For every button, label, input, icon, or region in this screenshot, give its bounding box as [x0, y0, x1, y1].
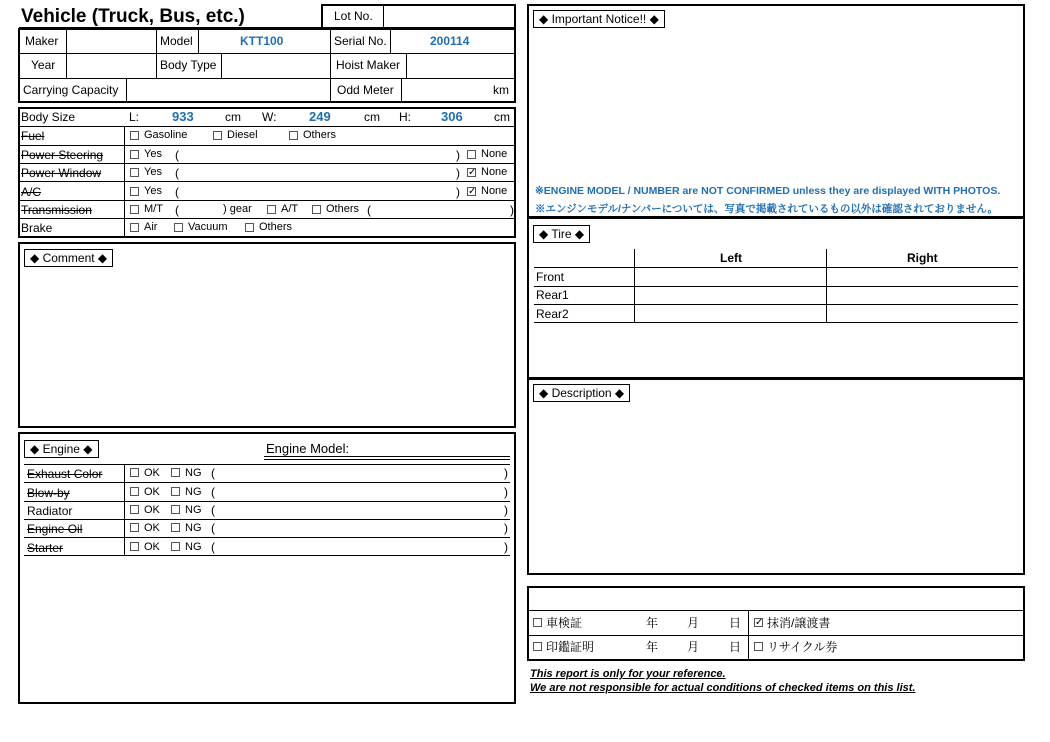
paren-open: ( [211, 521, 215, 535]
lot-label: Lot No. [334, 9, 373, 23]
transmission-mt-label: M/T [144, 203, 163, 215]
brake-vacuum-label: Vacuum [188, 221, 228, 233]
notice-line-en: ※ENGINE MODEL / NUMBER are NOT CONFIRMED unless they are displayed WITH PHOTOS. [535, 185, 1001, 197]
engine-model-label: Engine Model: [266, 441, 350, 456]
paren-close: ) [510, 203, 514, 217]
notice-line-ja: ※エンジンモデル/ナンバーについては、写真で掲載されているもの以外は確認されておりません。 [535, 203, 999, 215]
tire-row-rear1: Rear1 [536, 288, 569, 302]
power-steering-yes-checkbox[interactable] [130, 150, 139, 159]
transmission-mt-checkbox[interactable] [130, 205, 139, 214]
ac-yes-checkbox[interactable] [130, 187, 139, 196]
tire-box [527, 217, 1025, 379]
power-window-yes-checkbox[interactable] [130, 168, 139, 177]
inkan-label: 印鑑証明 [546, 640, 595, 654]
power-steering-none-checkbox[interactable] [467, 150, 476, 159]
odd-meter-unit: km [493, 83, 509, 97]
paren-open: ( [211, 466, 215, 480]
odd-meter-label: Odd Meter [337, 83, 394, 97]
fuel-others-label: Others [303, 129, 337, 141]
disclaimer-line2: We are not responsible for actual conditions of checked items on this list. [530, 682, 916, 694]
brake-others-label: Others [259, 221, 293, 233]
engine-ng-checkbox[interactable] [171, 487, 180, 496]
inkan-checkbox[interactable] [533, 642, 542, 651]
tire-row-front: Front [536, 270, 565, 284]
notice-tag: ◆ Important Notice!! ◆ [533, 10, 665, 28]
disclaimer-line1: This report is only for your reference. [530, 668, 726, 680]
brake-air-checkbox[interactable] [130, 223, 139, 232]
engine-ok-checkbox[interactable] [130, 523, 139, 532]
brake-label: Brake [21, 221, 53, 235]
tire-tag: ◆ Tire ◆ [533, 225, 590, 243]
transmission-others-label: Others [326, 203, 360, 215]
engine-ng-checkbox[interactable] [171, 468, 180, 477]
brake-air-label: Air [144, 221, 158, 233]
shaken-label: 車検証 [546, 616, 583, 630]
description-box[interactable] [527, 378, 1025, 575]
body-length-label: L: [129, 110, 140, 124]
engine-ok-checkbox[interactable] [130, 505, 139, 514]
description-tag: ◆ Description ◆ [533, 384, 630, 402]
power-window-none-label: None [481, 166, 508, 178]
body-height-unit: cm [494, 110, 510, 124]
engine-ok-checkbox[interactable] [130, 468, 139, 477]
paren-close: ) [504, 466, 508, 480]
body-height-label: H: [399, 110, 411, 124]
paren-close: ) [504, 503, 508, 517]
tire-row-rear2: Rear2 [536, 307, 569, 321]
inkan-month: 月 [687, 640, 700, 654]
fuel-others-checkbox[interactable] [289, 131, 298, 140]
engine-row-label: Engine Oil [27, 522, 83, 536]
engine-row-label: Starter [27, 541, 64, 555]
shaken-checkbox[interactable] [533, 618, 542, 627]
engine-tag: ◆ Engine ◆ [24, 440, 99, 458]
notice-tag-label: Important Notice!! [551, 12, 647, 26]
body-width-label: W: [262, 110, 277, 124]
tire-col-left: Left [720, 251, 742, 265]
paren-open: ( [211, 540, 215, 554]
paren-open: ( [211, 485, 215, 499]
transmission-at-checkbox[interactable] [267, 205, 276, 214]
maker-label: Maker [25, 34, 59, 48]
paren-open: ( [175, 203, 179, 217]
body-height-value[interactable]: 306 [441, 109, 463, 124]
brake-others-checkbox[interactable] [245, 223, 254, 232]
inkan-year: 年 [646, 640, 659, 654]
comment-box[interactable] [18, 242, 516, 428]
fuel-label: Fuel [21, 129, 45, 143]
engine-ng-checkbox[interactable] [171, 523, 180, 532]
brake-vacuum-checkbox[interactable] [174, 223, 183, 232]
power-steering-none-label: None [481, 148, 508, 160]
engine-row-label: Exhaust Color [27, 467, 103, 481]
paren-open: ( [175, 148, 179, 162]
ac-label: A/C [21, 185, 42, 199]
fuel-gasoline-checkbox[interactable] [130, 131, 139, 140]
ok-label: OK [144, 522, 160, 534]
engine-ok-checkbox[interactable] [130, 487, 139, 496]
ok-label: OK [144, 541, 160, 553]
year-label: Year [31, 58, 56, 72]
paren-close: ) [456, 148, 460, 162]
ng-label: NG [185, 522, 202, 534]
engine-ng-checkbox[interactable] [171, 505, 180, 514]
engine-tag-label: Engine [42, 442, 80, 456]
transmission-label: Transmission [21, 203, 92, 217]
form-title: Vehicle (Truck, Bus, etc.) [21, 6, 245, 27]
carrying-capacity-label: Carrying Capacity [23, 83, 119, 97]
model-value[interactable]: KTT100 [240, 34, 284, 48]
paren-open: ( [175, 185, 179, 199]
transmission-gear-label: ) gear [223, 203, 252, 215]
fuel-gasoline-label: Gasoline [144, 129, 188, 141]
tire-col-right: Right [907, 251, 938, 265]
ng-label: NG [185, 486, 202, 498]
shaken-month: 月 [687, 616, 700, 630]
description-tag-label: Description [551, 386, 612, 400]
power-steering-yes-label: Yes [144, 148, 162, 160]
transmission-at-label: A/T [281, 203, 299, 215]
ac-yes-label: Yes [144, 185, 162, 197]
transmission-others-checkbox[interactable] [312, 205, 321, 214]
body-length-unit: cm [225, 110, 241, 124]
ok-label: OK [144, 467, 160, 479]
ok-label: OK [144, 504, 160, 516]
model-label: Model [160, 34, 193, 48]
body-length-value[interactable]: 933 [172, 109, 194, 124]
comment-tag: ◆ Comment ◆ [24, 249, 113, 267]
engine-row-label: Blow-by [27, 486, 70, 500]
hoist-maker-label: Hoist Maker [336, 58, 401, 72]
paren-open: ( [175, 166, 179, 180]
power-window-yes-label: Yes [144, 166, 162, 178]
fuel-diesel-checkbox[interactable] [213, 131, 222, 140]
comment-tag-label: Comment [42, 251, 95, 265]
shaken-day: 日 [729, 616, 742, 630]
engine-ng-checkbox[interactable] [171, 542, 180, 551]
ng-label: NG [185, 504, 202, 516]
massho-checkbox[interactable]: ✓ [755, 617, 764, 628]
serial-value[interactable]: 200114 [430, 34, 470, 48]
paren-close: ) [504, 485, 508, 499]
recycle-label: リサイクル券 [767, 640, 838, 654]
paren-close: ) [456, 166, 460, 180]
massho-label: 抹消/譲渡書 [767, 616, 831, 630]
ok-label: OK [144, 486, 160, 498]
inkan-day: 日 [729, 640, 742, 654]
ng-label: NG [185, 467, 202, 479]
paren-close: ) [456, 185, 460, 199]
shaken-year: 年 [646, 616, 659, 630]
body-width-unit: cm [364, 110, 380, 124]
ac-none-label: None [481, 185, 508, 197]
tire-tag-label: Tire [551, 227, 572, 241]
engine-row-label: Radiator [27, 504, 73, 518]
serial-label: Serial No. [334, 34, 387, 48]
engine-ok-checkbox[interactable] [130, 542, 139, 551]
ng-label: NG [185, 541, 202, 553]
body-type-label: Body Type [160, 58, 217, 72]
paren-close: ) [504, 521, 508, 535]
power-window-none-checkbox[interactable]: ✓ [468, 167, 477, 178]
body-size-label: Body Size [21, 110, 76, 124]
power-steering-label: Power Steering [21, 148, 104, 162]
fuel-diesel-label: Diesel [227, 129, 258, 141]
paren-open: ( [211, 503, 215, 517]
power-window-label: Power Window [21, 166, 102, 180]
body-width-value[interactable]: 249 [309, 109, 331, 124]
ac-none-checkbox[interactable]: ✓ [468, 186, 477, 197]
recycle-checkbox[interactable] [754, 642, 763, 651]
paren-open: ( [367, 203, 371, 217]
paren-close: ) [504, 540, 508, 554]
